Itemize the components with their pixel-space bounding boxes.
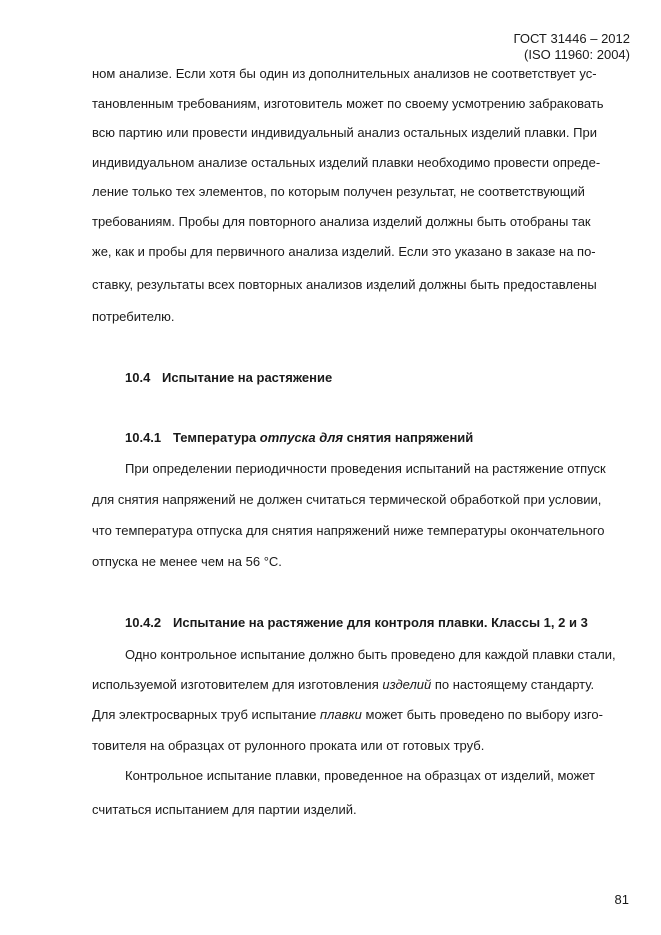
- section-number: 10.4.2: [125, 615, 162, 630]
- section-number: 10.4: [125, 370, 151, 385]
- section-title-part: снятия напряжений: [343, 430, 474, 445]
- text-line: [92, 677, 594, 693]
- text-run: используемой изготовителем для изготовления: [92, 677, 383, 692]
- text-line: ном анализе. Если хотя бы один из дополнительных анализов не соответствует ус-: [92, 66, 597, 81]
- text-line: всю партию или провести индивидуальный анализ остальных изделий плавки. При: [92, 125, 597, 140]
- standard-number: ГОСТ 31446 – 2012: [513, 31, 630, 46]
- italic-term: изделий: [382, 677, 432, 692]
- section-title-italic: отпуска для: [259, 430, 344, 445]
- text-line: требованиям. Пробы для повторного анализа изделий должны быть отобраны так: [92, 214, 591, 229]
- text-line: тановленным требованиям, изготовитель может по своему усмотрению забраковать: [92, 96, 604, 111]
- italic-term: плавки: [320, 707, 362, 722]
- text-run: может быть проведено по выбору изго-: [361, 707, 603, 722]
- text-line: же, как и пробы для первичного анализа изделий. Если это указано в заказе на по-: [92, 244, 596, 259]
- section-heading-10-4-2: [125, 615, 588, 631]
- text-line: для снятия напряжений не должен считаться термической обработкой при условии,: [92, 492, 602, 507]
- text-line: [92, 707, 603, 723]
- text-run: по настоящему стандарту.: [431, 677, 595, 692]
- text-line: ление только тех элементов, по которым получен результат, не соответствующий: [92, 184, 585, 199]
- section-heading-10-4: [125, 370, 332, 386]
- iso-reference: (ISO 11960: 2004): [524, 47, 630, 62]
- text-line: что температура отпуска для снятия напряжений ниже температуры окончательного: [92, 523, 605, 538]
- section-title: Испытание на растяжение для контроля плавки. Классы 1, 2 и 3: [173, 615, 588, 630]
- text-line: ставку, результаты всех повторных анализов изделий должны быть предоставлены: [92, 277, 597, 292]
- text-line: При определении периодичности проведения испытаний на растяжение отпуск: [125, 461, 606, 476]
- text-line: отпуска не менее чем на 56 °С.: [92, 554, 282, 569]
- text-run: Для электросварных труб испытание: [92, 707, 321, 722]
- text-line: потребителю.: [92, 309, 175, 324]
- section-number: 10.4.1: [125, 430, 162, 445]
- text-line: индивидуальном анализе остальных изделий плавки необходимо провести опреде-: [92, 155, 601, 170]
- text-line: товителя на образцах от рулонного проката или от готовых труб.: [92, 738, 485, 753]
- page-number: 81: [614, 892, 629, 907]
- section-title-part: Температура: [173, 430, 260, 445]
- text-line: Одно контрольное испытание должно быть проведено для каждой плавки стали,: [125, 647, 616, 662]
- section-title: Испытание на растяжение: [162, 370, 333, 385]
- section-heading-10-4-1: [125, 430, 473, 446]
- text-line: Контрольное испытание плавки, проведенное на образцах от изделий, может: [125, 768, 595, 783]
- text-line: считаться испытанием для партии изделий.: [92, 802, 357, 817]
- document-header: [514, 31, 630, 63]
